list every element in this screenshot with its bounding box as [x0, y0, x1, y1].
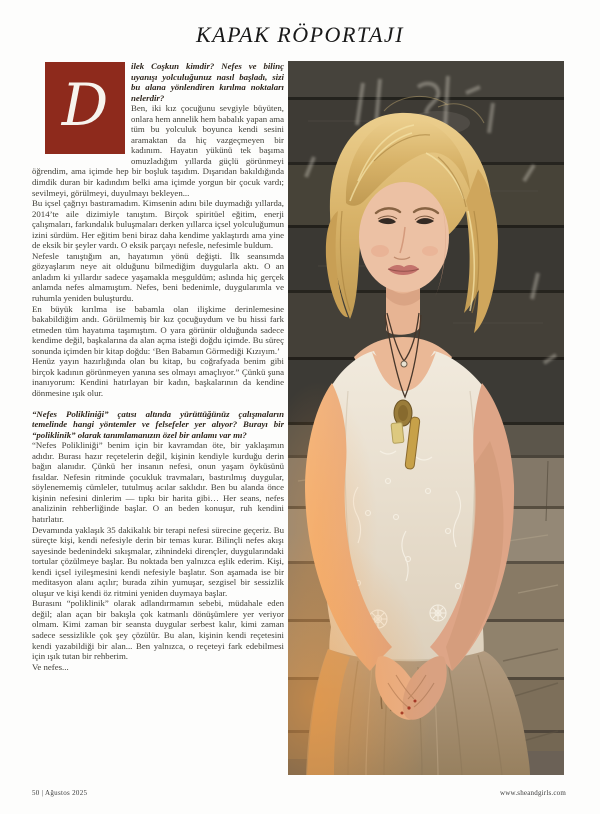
answer-paragraph: Bu içsel çağrıyı bastıramadım. Kimsenin adını bile duymadığı yıllarda, 2014’te aile dizimiyle tanıştım. Birçok spiritüel eğitim, enerji çalışmaları, farkındalık buluşmaları derken yıllarca içsel yolculuğumun izini sürdüm. Her eğitim beni biraz daha kendime yaklaştırdı ama yine de eksik bir şeyler vardı. O eksik parçayı nefesle, nefesimle buldum.: [32, 198, 284, 251]
answer-paragraph: “Nefes Polikliniği” benim için bir kavramdan öte, bir yaklaşımın adıdır. Burası hazır reçetelerin değil, kişinin kendiyle kurduğu derin bağın alanıdır. Çünkü her insanın nefesi, onun yaşam öyküsünü fısıldar. Nefesin ritminde çocukluk travmaları, bastırılmış duygular, söylenememiş cümleler, tutulmuş acılar saklıdır. Ben bu alanda önce kişinin nefesini dinlerim — tıpkı bir harita gibi… Her seans, nefes analizinin rehberliğinde başlar. O an beden konuşur, ruh kendini hatırlatır.: [32, 440, 284, 524]
answer-paragraph: Henüz yayın hazırlığında olan bu kitap, bu coğrafyada benim gibi birçok kadının görünmeyen yanına ses olmayı amaçlıyor.” Çünkü şuna inanıyorum: Kendini hatırlayan bir kadın, başkalarının da kendine dönmesine ışık olur.: [32, 356, 284, 398]
answer-paragraph: Nefesle tanıştığım an, hayatımın yönü değişti. İlk seansımda gözyaşlarım neye ait olduğunu bilmediğim duygularla aktı. O an anladım ki yıllardır sadece yaşamakla meşguldüm; aslında hiç gerçek anlamda nefes almamıştım. Nefes, beni bedenimle, duygularımla ve ruhumla yeniden buluşturdu.: [32, 250, 284, 304]
section-gap: [32, 399, 284, 409]
answer-paragraph: Ve nefes...: [32, 661, 69, 672]
website-url: www.sheandgirls.com: [500, 789, 566, 797]
dropcap-box: [45, 62, 125, 154]
answer-paragraph: En büyük kırılma ise babamla olan ilişkime derinlemesine bakabildiğim andı. Görülmemiş bir kız çocuğuydum ve bu hissi fark etmeden tüm hayatıma taşımıştım. O yara görünür olduğunda sadece kendime değil, başkalarına da alan açma isteği doğdu içimde. Bu süreç sonunda içimden bir kitap doğdu: ‘Ben Babamın Görmediği Kızıyım.’: [32, 303, 284, 356]
dropcap-letter: D: [61, 71, 109, 139]
interview-question-1: ilek Coşkun kimdir? Nefes ve bilinç uyanışı yolculuğunuz nasıl başladı, sizi bu alana yönlendiren kırılma noktaları nelerdir?: [131, 61, 284, 103]
interview-question-2: “Nefes Polikliniği” çatısı altında yürüttüğünüz çalışmaların temelinde hangi yöntemler ve felsefeler yer alıyor? Burayı bir “poliklinik” olarak tanımlamanızın özel bir anlamı var mı?: [32, 408, 284, 440]
cover-photo: [288, 61, 564, 775]
answer-paragraph: Burasını “poliklinik” olarak adlandırmamın sebebi, müdahale eden değil; alan açan bir bakışla çok katmanlı dönüşümlere yer veriyor olmam. Kimi zaman bir seansta duygular serbest kalır, kimi zaman sadece sessizlikle çok şey çözülür. Bu alan, kişinin kendi reçetesini kendi yazabildiği bir alan... Ben yalnızca, o reçeteyi fark edebilmesi için ışık tutan bir rehberim.: [32, 598, 284, 662]
answer-paragraph: Devamında yaklaşık 35 dakikalık bir terapi nefesi sürecine geçeriz. Bu süreçte kişi, kendi nefesiyle derin bir temas kurar. Bilinçli nefes akışı sayesinde bedenindeki sıkışmalar, zihnindeki dirençler, duygularındaki tortular çözülmeye başlar. Bu noktada ben yalnızca eşlik ederim. Kişi, kendi içsel iyileşmesini kendi nefesiyle başlatır. Son aşamada ise bir meditasyon alanı açılır; burada zihin yumuşar, sezgisel bir sessizlik oluşur ve kişi kendi öz ritmini yeniden duymaya başlar.: [32, 524, 284, 598]
page-title: KAPAK RÖPORTAJI: [195, 22, 405, 47]
article-text-column: [32, 61, 284, 779]
answer-paragraph: Ben, iki kız çocuğunu sevgiyle büyüten, onlara hem annelik hem babalık yapan ama tüm bu yolculuk boyunca kendi sesini aramaktan da hiç vazgeçmeyen bir kadınım. Hayatın yükünü tek başıma omuzladığım yıllarda güçlü görünmeyi öğrendim, ama içimde hep bir boşluk taşıdım. Dışarıdan bakıldığında dimdik duran bir kadındım belki ama içimde yorgun bir çocuk vardı; sevilmeyi, görülmeyi, duyulmayı bekleyen...: [32, 103, 284, 198]
page-number: 50 | Ağustos 2025: [32, 789, 88, 797]
